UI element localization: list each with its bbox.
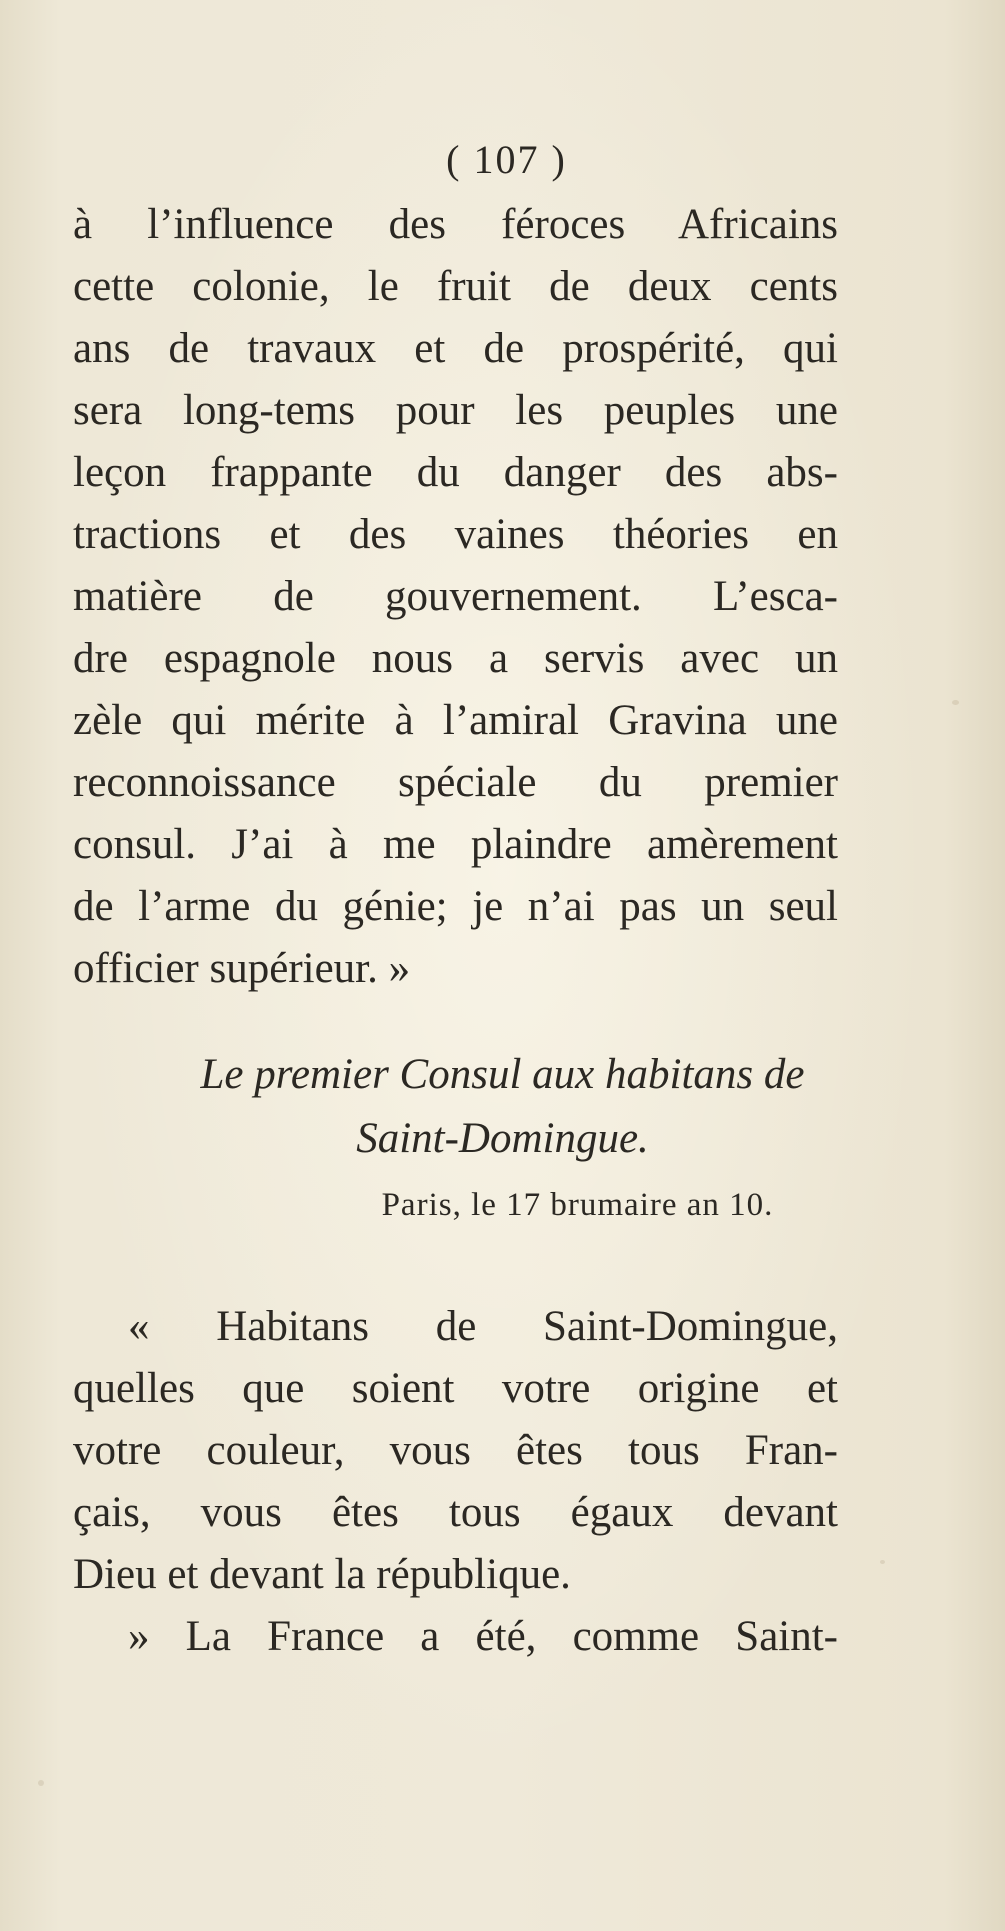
text-line: » La France a été, comme Saint-: [128, 1613, 838, 1660]
text-line: reconnoissance spéciale du premier: [73, 759, 838, 806]
text-line: officier supérieur. »: [73, 945, 411, 992]
dateline: Paris, le 17 brumaire an 10.: [381, 1187, 774, 1223]
text-line: cette colonie, le fruit de deux cents: [73, 263, 838, 310]
text-line: matière de gouvernement. L’esca-: [73, 573, 838, 620]
text-line: sera long-tems pour les peuples une: [73, 387, 838, 434]
text-line: tractions et des vaines théories en: [73, 511, 838, 558]
section-heading: Saint-Domingue.: [356, 1115, 649, 1162]
text-line: de l’arme du génie; je n’ai pas un seul: [73, 883, 838, 930]
text-line: consul. J’ai à me plaindre amèrement: [73, 821, 838, 868]
section-heading: Le premier Consul aux habitans de: [200, 1051, 805, 1098]
text-line: à l’influence des féroces Africains: [73, 201, 838, 248]
paper-foxing-spot: [880, 1560, 885, 1564]
paper-foxing-spot: [952, 700, 959, 705]
text-line: leçon frappante du danger des abs-: [73, 449, 838, 496]
text-line: Dieu et devant la république.: [73, 1551, 571, 1598]
text-line: quelles que soient votre origine et: [73, 1365, 838, 1412]
text-line: zèle qui mérite à l’amiral Gravina une: [73, 697, 838, 744]
text-line: « Habitans de Saint-Domingue,: [128, 1303, 838, 1350]
text-line: dre espagnole nous a servis avec un: [73, 635, 838, 682]
paper-foxing-spot: [38, 1780, 44, 1786]
text-line: votre couleur, vous êtes tous Fran-: [73, 1427, 838, 1474]
text-line: çais, vous êtes tous égaux devant: [73, 1489, 838, 1536]
page-number: ( 107 ): [446, 137, 567, 182]
text-line: ans de travaux et de prospérité, qui: [73, 325, 838, 372]
